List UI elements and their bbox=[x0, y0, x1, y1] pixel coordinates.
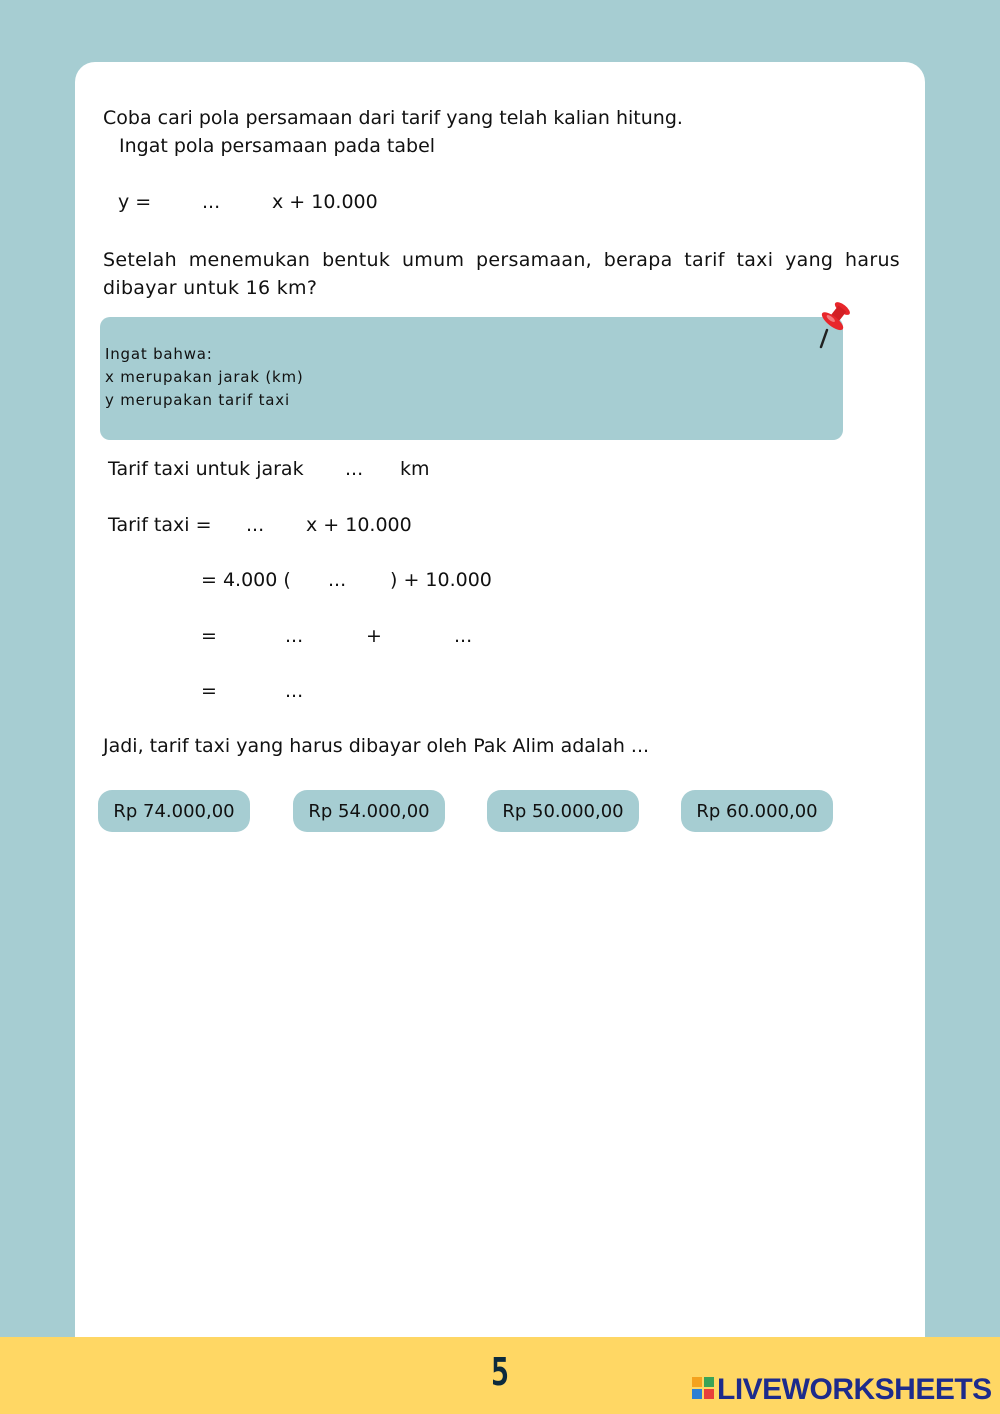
option-50000[interactable]: Rp 50.000,00 bbox=[487, 790, 639, 832]
liveworksheets-logo bbox=[692, 1373, 992, 1407]
step2-prefix: = 4.000 ( bbox=[201, 569, 291, 591]
note-line-y: y merupakan tarif taxi bbox=[105, 391, 290, 409]
step4-blank[interactable]: ... bbox=[285, 680, 304, 702]
equation-lhs: y = bbox=[118, 191, 152, 213]
conclusion-text: Jadi, tarif taxi yang harus dibayar oleh Pak Alim adalah ... bbox=[103, 735, 650, 757]
step2-suffix: ) + 10.000 bbox=[390, 569, 492, 591]
distance-label: Tarif taxi untuk jarak bbox=[108, 458, 304, 480]
step3-equals: = bbox=[201, 625, 217, 647]
note-line-x: x merupakan jarak (km) bbox=[105, 368, 304, 386]
step4-equals: = bbox=[201, 680, 217, 702]
tarif-label: Tarif taxi = bbox=[108, 514, 212, 536]
step3-plus: + bbox=[366, 625, 382, 647]
tarif-blank[interactable]: ... bbox=[246, 514, 265, 536]
question-text: Setelah menemukan bentuk umum persamaan, berapa tarif taxi yang harus dibayar untuk 16 km? bbox=[103, 249, 900, 299]
liveworksheets-grid-icon bbox=[692, 1377, 714, 1399]
page-number: 5 bbox=[490, 1350, 510, 1394]
brand-name: LIVEWORKSHEETS bbox=[717, 1373, 992, 1406]
option-60000[interactable]: Rp 60.000,00 bbox=[681, 790, 833, 832]
note-title: Ingat bahwa: bbox=[105, 345, 213, 363]
note-box bbox=[100, 317, 843, 440]
equation-blank[interactable]: ... bbox=[202, 191, 221, 213]
distance-unit: km bbox=[400, 458, 430, 480]
step3-blank-1[interactable]: ... bbox=[285, 625, 304, 647]
intro-line-2: Ingat pola persamaan pada tabel bbox=[119, 135, 436, 157]
pushpin-icon bbox=[810, 296, 854, 350]
option-54000[interactable]: Rp 54.000,00 bbox=[293, 790, 445, 832]
intro-line-1: Coba cari pola persamaan dari tarif yang telah kalian hitung. bbox=[103, 107, 683, 129]
equation-rhs: x + 10.000 bbox=[272, 191, 378, 213]
distance-blank[interactable]: ... bbox=[345, 458, 364, 480]
option-74000[interactable]: Rp 74.000,00 bbox=[98, 790, 250, 832]
step3-blank-2[interactable]: ... bbox=[454, 625, 473, 647]
step2-blank[interactable]: ... bbox=[328, 569, 347, 591]
tarif-rest: x + 10.000 bbox=[306, 514, 412, 536]
